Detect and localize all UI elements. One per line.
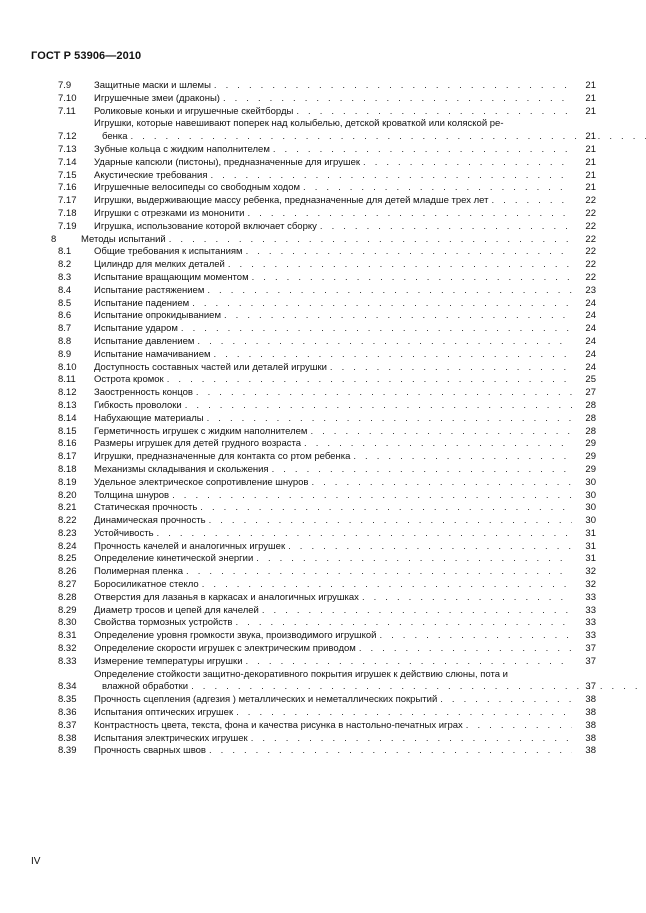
toc-dot-leader [303, 182, 572, 195]
toc-dot-leader [167, 374, 572, 387]
toc-entry [58, 182, 596, 195]
toc-dot-leader [359, 643, 572, 656]
toc-dot-leader [262, 605, 572, 618]
toc-dot-leader [252, 272, 572, 285]
toc-entry-number: 8.33 [58, 655, 77, 667]
toc-entry [58, 438, 596, 451]
toc-entry [58, 502, 596, 515]
toc-entry-number: 7.10 [58, 92, 77, 104]
toc-entry-page: 37 [585, 681, 596, 693]
toc-entry-page: 24 [585, 310, 596, 322]
toc-dot-leader [223, 93, 572, 106]
toc-entry-title-continuation: бенка [102, 131, 131, 144]
toc-entry [58, 720, 596, 733]
toc-entry-title: Испытание давлением [94, 336, 197, 349]
toc-entry-page: 29 [585, 438, 596, 450]
toc-entry [58, 707, 596, 720]
toc-dot-leader [197, 336, 572, 349]
toc-entry [58, 157, 596, 170]
toc-dot-leader [209, 745, 572, 758]
toc-entry-title: Игрушки с отрезками из мононити [94, 208, 247, 221]
toc-entry-page: 38 [585, 745, 596, 757]
toc-entry-page: 24 [585, 335, 596, 347]
toc-entry-title: Общие требования к испытаниям [94, 246, 246, 259]
toc-entry-page: 23 [585, 284, 596, 296]
toc-entry-number: 8.23 [58, 527, 77, 539]
toc-entry [58, 246, 596, 259]
toc-entry-title: Диаметр тросов и цепей для качелей [94, 605, 262, 618]
toc-entry-number: 8.15 [58, 425, 77, 437]
toc-entry-page: 30 [585, 515, 596, 527]
toc-entry [58, 528, 596, 541]
toc-entry-title: Акустические требования [94, 170, 210, 183]
toc-dot-leader [272, 464, 572, 477]
toc-entry-title: Игрушки, предназначенные для контакта со ртом ребенка [94, 451, 353, 464]
toc-dot-leader [440, 694, 572, 707]
toc-entry-page: 21 [585, 169, 596, 181]
toc-entry-page: 21 [585, 131, 596, 143]
toc-entry [58, 566, 596, 579]
toc-entry [58, 349, 596, 362]
toc-entry-title: Игрушечные змеи (драконы) [94, 93, 223, 106]
toc-entry [58, 374, 596, 387]
toc-dot-leader [491, 195, 572, 208]
toc-entry-title: Определение кинетической энергии [94, 553, 256, 566]
toc-dot-leader [246, 246, 572, 259]
toc-entry-title: Испытание опрокидыванием [94, 310, 224, 323]
toc-entry-title: Устойчивость [94, 528, 157, 541]
toc-entry [58, 259, 596, 272]
toc-entry-title: Гибкость проволоки [94, 400, 185, 413]
toc-entry-page: 22 [585, 195, 596, 207]
toc-entry [58, 323, 596, 336]
toc-entry-page: 22 [585, 271, 596, 283]
toc-entry-page: 29 [585, 463, 596, 475]
toc-entry-number: 8.22 [58, 515, 77, 527]
toc-entry-title: Игрушечные велосипеды со свободным ходом [94, 182, 303, 195]
toc-dot-leader [330, 362, 572, 375]
toc-entry-page: 22 [585, 246, 596, 258]
toc-dot-leader [207, 285, 572, 298]
toc-entry-title: Контрастность цвета, текста, фона и качества рисунка в настольно-печатных играх [94, 720, 466, 733]
toc-entry-title: Определение скорости игрушек с электрическим приводом [94, 643, 359, 656]
toc-dot-leader [256, 553, 572, 566]
toc-dot-leader [353, 451, 572, 464]
toc-entry-number: 7.19 [58, 220, 77, 232]
toc-dot-leader [320, 221, 572, 234]
toc-entry [58, 118, 596, 144]
toc-entry-number: 8.31 [58, 630, 77, 642]
toc-entry [58, 336, 596, 349]
toc-entry-number: 8.34 [58, 681, 77, 693]
toc-entry-number: 8 [51, 233, 57, 245]
toc-entry [58, 387, 596, 400]
table-of-contents [51, 80, 596, 758]
toc-entry-page: 30 [585, 489, 596, 501]
toc-entry-number: 7.15 [58, 169, 77, 181]
toc-entry-number: 8.7 [58, 323, 72, 335]
toc-entry [58, 656, 596, 669]
toc-entry-page: 37 [585, 643, 596, 655]
toc-entry-title: Отверстия для лазанья в каркасах и аналогичных игрушках [94, 592, 362, 605]
toc-entry-title: Испытание намачиванием [94, 349, 214, 362]
toc-entry [58, 426, 596, 439]
toc-entry-title: Зубные кольца с жидким наполнителем [94, 144, 273, 157]
toc-entry [58, 477, 596, 490]
toc-entry-number: 8.6 [58, 310, 72, 322]
toc-entry-page: 31 [585, 540, 596, 552]
toc-entry-title: Измерение температуры игрушки [94, 656, 246, 669]
toc-dot-leader [379, 630, 572, 643]
toc-entry-title: Испытание падением [94, 298, 192, 311]
toc-entry [58, 170, 596, 183]
toc-entry-title: Игрушки, выдерживающие массу ребенка, предназначенные для детей младше трех лет [94, 195, 491, 208]
toc-entry-number: 8.12 [58, 387, 77, 399]
toc-dot-leader [157, 528, 572, 541]
toc-entry [58, 669, 596, 695]
toc-entry-page: 21 [585, 105, 596, 117]
toc-entry [58, 80, 596, 93]
toc-dot-leader [235, 617, 572, 630]
toc-entry-page: 37 [585, 655, 596, 667]
toc-entry-title: Роликовые коньки и игрушечные скейтборды [94, 106, 296, 119]
page-number-footer: IV [31, 856, 41, 867]
toc-entry-title: Острота кромок [94, 374, 167, 387]
toc-entry-title: Механизмы складывания и скольжения [94, 464, 272, 477]
toc-dot-leader [224, 310, 572, 323]
toc-dot-leader [236, 707, 572, 720]
toc-dot-leader [207, 413, 572, 426]
toc-entry-number: 8.19 [58, 476, 77, 488]
toc-entry [58, 694, 596, 707]
toc-entry-title: Испытания оптических игрушек [94, 707, 236, 720]
toc-dot-leader [172, 490, 572, 503]
toc-entry [58, 617, 596, 630]
toc-entry-title: Цилиндр для мелких деталей [94, 259, 228, 272]
toc-entry-page: 38 [585, 719, 596, 731]
toc-entry-page: 30 [585, 502, 596, 514]
toc-entry [58, 272, 596, 285]
toc-entry-number: 7.12 [58, 131, 77, 143]
toc-entry-number: 8.32 [58, 643, 77, 655]
toc-entry [58, 144, 596, 157]
toc-entry-number: 8.20 [58, 489, 77, 501]
toc-entry-number: 8.37 [58, 719, 77, 731]
toc-entry-page: 33 [585, 617, 596, 629]
toc-entry-page: 21 [585, 156, 596, 168]
toc-entry-number: 8.5 [58, 297, 72, 309]
toc-dot-leader [363, 157, 572, 170]
toc-entry [58, 553, 596, 566]
toc-dot-leader [214, 80, 572, 93]
toc-entry-page: 21 [585, 182, 596, 194]
toc-entry [58, 221, 596, 234]
toc-entry [58, 464, 596, 477]
toc-entry [58, 605, 596, 618]
toc-entry-number: 8.38 [58, 732, 77, 744]
toc-entry-page: 30 [585, 476, 596, 488]
toc-entry-page: 21 [585, 143, 596, 155]
toc-entry [58, 195, 596, 208]
toc-entry-number: 8.21 [58, 502, 77, 514]
toc-entry-page: 22 [585, 220, 596, 232]
toc-dot-leader [185, 400, 572, 413]
toc-entry-page: 33 [585, 604, 596, 616]
toc-entry-page: 24 [585, 361, 596, 373]
toc-dot-leader [209, 515, 572, 528]
toc-entry [58, 93, 596, 106]
toc-entry-page: 22 [585, 233, 596, 245]
toc-dot-leader [251, 733, 572, 746]
toc-entry-page: 31 [585, 553, 596, 565]
toc-entry [58, 630, 596, 643]
toc-entry-page: 32 [585, 579, 596, 591]
toc-entry-title: Полимерная пленка [94, 566, 186, 579]
toc-entry-number: 8.11 [58, 374, 76, 386]
toc-entry [58, 579, 596, 592]
toc-entry-title: Толщина шнуров [94, 490, 172, 503]
toc-entry-number: 8.28 [58, 591, 77, 603]
toc-entry-page: 25 [585, 374, 596, 386]
toc-entry-title: Испытание растяжением [94, 285, 207, 298]
toc-entry-page: 38 [585, 732, 596, 744]
toc-dot-leader [273, 144, 572, 157]
toc-entry-page: 24 [585, 323, 596, 335]
toc-entry-number: 8.13 [58, 399, 77, 411]
toc-dot-leader [210, 170, 572, 183]
toc-entry-page: 38 [585, 694, 596, 706]
toc-entry-number: 7.9 [58, 80, 72, 91]
toc-entry-title: Прочность сварных швов [94, 745, 209, 758]
toc-dot-leader [362, 592, 572, 605]
toc-dot-leader [192, 298, 572, 311]
toc-entry-page: 21 [585, 92, 596, 104]
toc-entry-page: 28 [585, 425, 596, 437]
toc-entry [58, 733, 596, 746]
toc-entry-page: 29 [585, 451, 596, 463]
toc-entry-title-continuation: влажной обработки [102, 681, 191, 694]
toc-entry-page: 21 [585, 80, 596, 91]
toc-entry-page: 32 [585, 566, 596, 578]
toc-entry [58, 208, 596, 221]
toc-entry-number: 8.30 [58, 617, 77, 629]
toc-entry-number: 8.8 [58, 335, 72, 347]
toc-entry [58, 106, 596, 119]
toc-entry-number: 7.17 [58, 195, 77, 207]
toc-entry-title: Игрушки, которые навешивают поперек над колыбелью, детской кроваткой или коляской ре- [94, 118, 504, 130]
toc-entry-number: 8.3 [58, 271, 72, 283]
toc-entry-number: 8.16 [58, 438, 77, 450]
toc-dot-leader [169, 234, 572, 247]
toc-entry-number: 8.36 [58, 707, 77, 719]
toc-entry-page: 31 [585, 527, 596, 539]
toc-entry-title: Защитные маски и шлемы [94, 80, 214, 93]
toc-entry [58, 298, 596, 311]
toc-dot-leader [310, 426, 572, 439]
toc-entry-page: 27 [585, 387, 596, 399]
toc-entry-title: Герметичность игрушек с жидким наполнителем [94, 426, 310, 439]
toc-entry-page: 24 [585, 297, 596, 309]
toc-entry-title: Динамическая прочность [94, 515, 209, 528]
toc-dot-leader [186, 566, 572, 579]
toc-entry-number: 8.14 [58, 412, 77, 424]
toc-dot-leader [131, 131, 646, 144]
toc-entry [58, 643, 596, 656]
toc-entry [58, 413, 596, 426]
toc-dot-leader [466, 720, 572, 733]
toc-entry-number: 7.14 [58, 156, 77, 168]
toc-entry [58, 400, 596, 413]
toc-entry-number: 7.13 [58, 143, 77, 155]
toc-entry-number: 7.11 [58, 105, 76, 117]
toc-entry-title: Свойства тормозных устройств [94, 617, 235, 630]
toc-entry-number: 8.26 [58, 566, 77, 578]
toc-entry-title: Методы испытаний [81, 234, 169, 247]
toc-entry-number: 7.16 [58, 182, 77, 194]
toc-entry [58, 541, 596, 554]
toc-entry-title: Испытания электрических игрушек [94, 733, 251, 746]
toc-entry-page: 22 [585, 207, 596, 219]
toc-entry-page: 24 [585, 348, 596, 360]
toc-entry-number: 8.18 [58, 463, 77, 475]
toc-entry-number: 8.24 [58, 540, 77, 552]
toc-entry-title: Статическая прочность [94, 502, 200, 515]
toc-entry-title: Доступность составных частей или деталей игрушки [94, 362, 330, 375]
toc-entry-number: 8.29 [58, 604, 77, 616]
toc-entry [58, 745, 596, 758]
toc-entry [58, 285, 596, 298]
toc-entry-page: 28 [585, 412, 596, 424]
toc-entry-number: 8.10 [58, 361, 77, 373]
toc-entry-page: 33 [585, 630, 596, 642]
toc-entry [51, 234, 596, 247]
toc-entry [58, 362, 596, 375]
toc-entry-number: 8.4 [58, 284, 72, 296]
toc-dot-leader [247, 208, 572, 221]
toc-entry-number: 8.35 [58, 694, 77, 706]
toc-dot-leader [311, 477, 572, 490]
toc-entry-title: Определение стойкости защитно-декоративного покрытия игрушек к действию слюны, пота и [94, 668, 508, 680]
toc-entry [58, 451, 596, 464]
toc-entry [58, 592, 596, 605]
toc-entry-page: 22 [585, 259, 596, 271]
toc-entry-number: 8.17 [58, 451, 77, 463]
toc-entry-number: 8.1 [58, 246, 72, 258]
toc-entry-title: Испытание вращающим моментом [94, 272, 252, 285]
toc-entry-title: Боросиликатное стекло [94, 579, 202, 592]
toc-entry-title: Прочность сцепления (адгезия ) металлических и неметаллических покрытий [94, 694, 440, 707]
toc-entry-number: 8.25 [58, 553, 77, 565]
toc-entry [58, 310, 596, 323]
toc-entry-title: Размеры игрушек для детей грудного возраста [94, 438, 304, 451]
toc-dot-leader [296, 106, 572, 119]
toc-entry-page: 38 [585, 707, 596, 719]
toc-entry-title: Прочность качелей и аналогичных игрушек [94, 541, 288, 554]
toc-entry-number: 8.2 [58, 259, 72, 271]
toc-entry-title: Набухающие материалы [94, 413, 207, 426]
toc-dot-leader [288, 541, 572, 554]
toc-dot-leader [214, 349, 572, 362]
toc-entry-page: 28 [585, 399, 596, 411]
toc-entry [58, 515, 596, 528]
toc-entry-title: Игрушка, использование которой включает сборку [94, 221, 320, 234]
toc-dot-leader [246, 656, 572, 669]
toc-entry-number: 8.27 [58, 579, 77, 591]
toc-entry-title: Испытание ударом [94, 323, 181, 336]
toc-dot-leader [200, 502, 572, 515]
toc-entry-number: 7.18 [58, 207, 77, 219]
toc-dot-leader [304, 438, 572, 451]
toc-entry-number: 8.39 [58, 745, 77, 757]
toc-dot-leader [228, 259, 572, 272]
toc-entry-number: 8.9 [58, 348, 72, 360]
toc-entry-title: Определение уровня громкости звука, производимого игрушкой [94, 630, 379, 643]
toc-dot-leader [181, 323, 572, 336]
toc-entry-title: Удельное электрическое сопротивление шнуров [94, 477, 311, 490]
toc-entry [58, 490, 596, 503]
document-header: ГОСТ Р 53906—2010 [31, 50, 142, 62]
toc-entry-title: Ударные капсюли (пистоны), предназначенные для игрушек [94, 157, 363, 170]
toc-dot-leader [202, 579, 572, 592]
toc-entry-title: Заостренность концов [94, 387, 196, 400]
toc-dot-leader [196, 387, 572, 400]
toc-entry-page: 33 [585, 591, 596, 603]
